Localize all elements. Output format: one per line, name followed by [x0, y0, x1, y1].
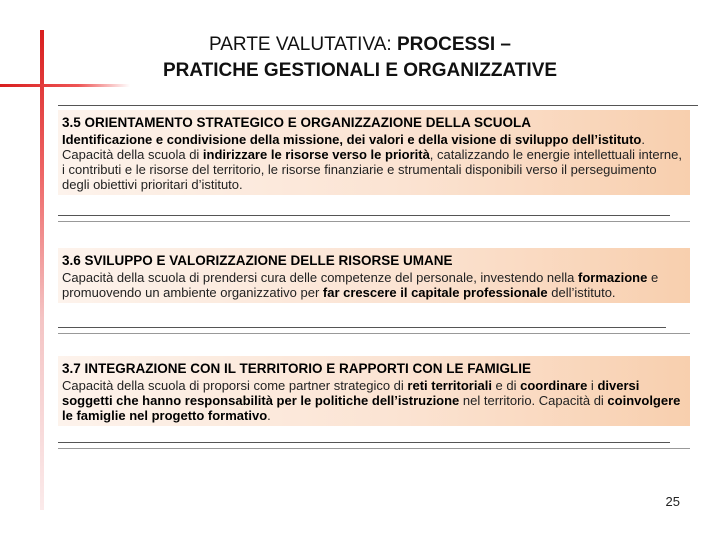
body-text: i — [587, 378, 598, 393]
body-text-bold: Identificazione e condivisione della missione, dei valori e della visione di sviluppo dell’istituto — [62, 132, 642, 147]
title-line2: PRATICHE GESTIONALI E ORGANIZZATIVE — [162, 60, 558, 81]
body-text-bold: coordinare — [520, 378, 588, 393]
title-line1-bold: PROCESSI – — [396, 34, 511, 55]
body-text: nel territorio. Capacità di — [459, 393, 608, 408]
section-3-6 — [58, 248, 690, 303]
section-body — [62, 132, 686, 192]
vertical-accent-line — [40, 30, 44, 510]
body-text: , catalizzando le energie intellettuali interne, i contributi e le risorse del territorio, le risorse finanziarie e strumentali disponibili verso il perseguimento degli obiettivi prioritari d’istituto. — [62, 147, 683, 192]
section-3-7 — [58, 356, 690, 426]
body-text: . Capacità della scuola di — [62, 132, 645, 162]
section-heading: 3.5 ORIENTAMENTO STRATEGICO E ORGANIZZAZIONE DELLA SCUOLA — [62, 115, 532, 130]
section-divider — [58, 215, 670, 216]
section-body — [62, 378, 686, 423]
section-divider — [58, 442, 670, 443]
section-heading: 3.7 INTEGRAZIONE CON IL TERRITORIO E RAPPORTI CON LE FAMIGLIE — [62, 361, 532, 376]
body-text: e promuovendo un ambiente organizzativo per — [62, 270, 659, 300]
page-number: 25 — [665, 494, 680, 509]
body-text-bold: diversi soggetti che hanno responsabilità per le politiche dell’istruzione — [62, 378, 640, 408]
section-heading: 3.6 SVILUPPO E VALORIZZAZIONE DELLE RISORSE UMANE — [62, 253, 453, 268]
page-title — [80, 32, 640, 84]
body-text-bold: far crescere il capitale professionale — [322, 285, 548, 300]
section-body — [62, 270, 686, 300]
body-text: dell’istituto. — [547, 285, 616, 300]
body-text: . — [267, 408, 271, 423]
section-divider-light — [58, 333, 690, 334]
body-text-bold: coinvolgere le famiglie nel progetto formativo — [62, 393, 681, 423]
body-text: Capacità della scuola di prendersi cura delle competenze del personale, investendo nella — [62, 270, 578, 285]
section-divider — [58, 327, 666, 328]
horizontal-accent-line — [0, 84, 130, 87]
body-text: Capacità della scuola di proporsi come partner strategico di — [62, 378, 408, 393]
title-line1-normal: PARTE VALUTATIVA: — [209, 34, 397, 55]
body-text-bold: indirizzare le risorse verso le priorità — [202, 147, 430, 162]
body-text: e di — [491, 378, 521, 393]
section-divider-light — [58, 448, 690, 449]
section-top-rule — [58, 105, 698, 106]
body-text-bold: formazione — [578, 270, 648, 285]
body-text-bold: reti territoriali — [407, 378, 492, 393]
section-divider-light — [58, 221, 690, 222]
section-3-5 — [58, 110, 690, 195]
